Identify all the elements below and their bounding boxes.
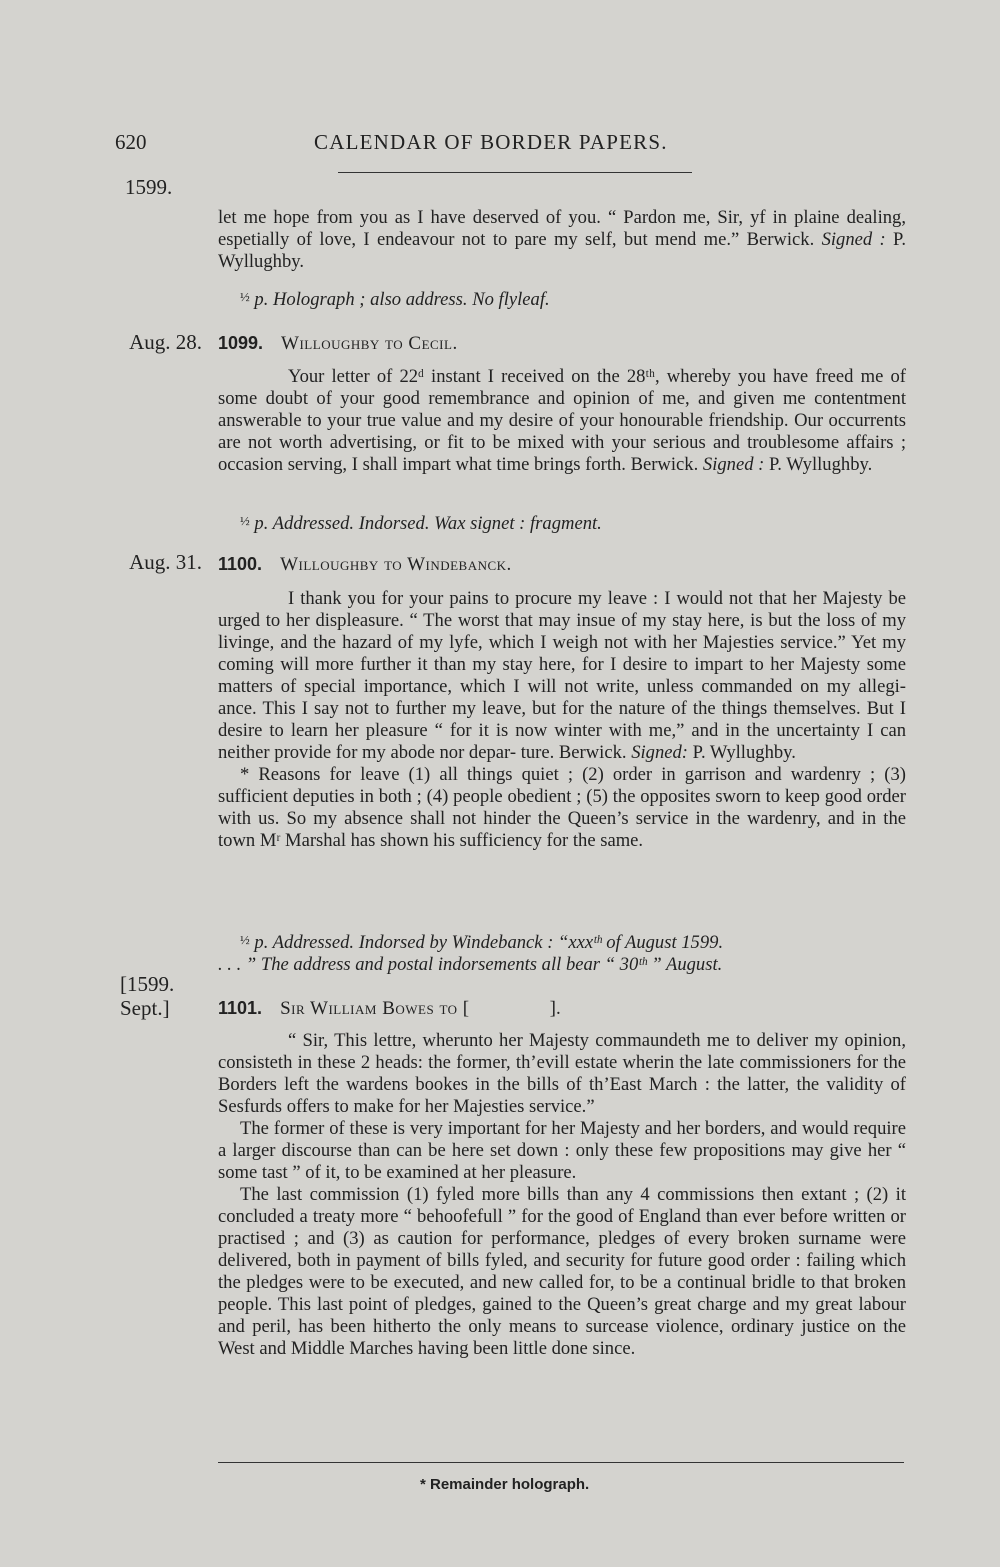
note-fraction: ½ — [240, 513, 250, 528]
entry-title-close: ]. — [549, 998, 561, 1019]
entry-paragraph: I thank you for your pains to procure my leave : I would not that her Majesty be urged to her displeasure. “ The worst that may insue of my stay here, is but the loss of my livinge, and the hazard of my lyfe, which I weigh not with her Majesties service.” Yet my coming will more further it than my stay here, for I desire to impart to her Majesty some matters of special importance, which I will not write, unless commanded on my allegi- ance. This I say not to further my leave, but for the nature of the things themselves. But I desire to learn her pleasure “ for it is now winter with me,” and in the uncertainty I can neither provide for my abode nor depar- ture. Berwick. — [218, 588, 906, 763]
entry-heading — [218, 332, 906, 355]
signed-name: P. Wyllughby. — [692, 742, 796, 763]
entry-date: [1599. — [120, 972, 175, 996]
entry-paragraph: “ Sir, This lettre, wherunto her Majesty commaundeth me to deliver my opinion, consisteth in these 2 heads: the former, th’evill estate wherin the late commissioners for the Borders left the wardens bookes in the bills of th’East March : the latter, the validity of Sesfurds offers to make for her Majesties service.” — [218, 1030, 906, 1117]
entry-paragraph: Your letter of 22ᵈ instant I received on the 28ᵗʰ, whereby you have freed me of some doubt of your good remembrance and opinion of me, and given me contentment answerable to your true value and my desire of your honourable friendship. Our occurrents are not worth advertising, or fit to be mixed with your serious and troublesome affairs ; occasion serving, I shall impart what time brings forth. Berwick. — [218, 366, 906, 475]
entry-note — [218, 510, 906, 535]
signed-label: Signed : — [821, 229, 886, 250]
header-rule — [338, 172, 692, 173]
note-text: p. Addressed. Indorsed. Wax signet : fragment. — [254, 513, 602, 534]
entry-heading — [218, 997, 906, 1020]
note-fraction: ½ — [240, 932, 250, 947]
signed-name: P. Wyllughby. — [769, 454, 873, 475]
intro-block — [218, 207, 906, 273]
signed-label: Signed : — [702, 454, 765, 475]
entry-number: 1101. — [218, 998, 263, 1018]
entry-paragraph: The last commission (1) fyled more bills than any 4 commissions then extant ; (2) it concluded a treaty more “ behoofefull ” for the good of England than ever before written or practised ; and (3) as caution for performance, pledges of every broken surname were delivered, both in payment of bills fyled, and security for future good order : failing which the pledges were to be executed, and new called for, to be a continual bridle to that broken people. This last point of pledges, gained to the Queen’s great charge and my great labour and peril, has been hitherto the only means to surcease violence, ordinary justice on the West and Middle Marches having been little done since. — [218, 1184, 906, 1359]
signed-name: P. Wyllughby. — [218, 229, 906, 272]
note-fraction: ½ — [240, 289, 250, 304]
entry-paragraph: * Reasons for leave (1) all things quiet ; (2) order in garrison and wardenry ; (3) sufficient deputies in both ; (4) people obedient ; (5) the opposites sworn to keep good order with us. So my absence shall not hinder the Queen’s service in the wardenry, and in the town Mʳ Marshal has shown his sufficiency for the same. — [218, 764, 906, 851]
note-text: p. Addressed. Indorsed by Windebanck : “xxxᵗʰ of August 1599. — [254, 932, 724, 953]
entry-title: Willoughby to Windebanck. — [280, 554, 512, 575]
entry-paragraph: The former of these is very important for her Majesty and her borders, and would require a larger discourse than can be here set down : only these few propositions may give her “ some tast ” of it, to be examined at her pleasure. — [218, 1118, 906, 1183]
footnote: * Remainder holograph. — [420, 1476, 590, 1493]
intro-paragraph — [218, 207, 906, 273]
note-text: p. Holograph ; also address. No flyleaf. — [254, 289, 550, 310]
running-title: CALENDAR OF BORDER PAPERS. — [314, 130, 668, 154]
entry-number: 1099. — [218, 333, 264, 353]
entry-title: Sir William Bowes to [ — [280, 998, 470, 1019]
signed-label: Signed: — [631, 742, 689, 763]
entry-date: Sept.] — [120, 996, 170, 1020]
page-number: 620 — [115, 130, 147, 154]
entry-note — [218, 929, 906, 976]
margin-year: 1599. — [125, 175, 173, 199]
note-text: . . . ” The address and postal indorsements all bear “ 30ᵗʰ ” August. — [218, 954, 723, 975]
entry-date: Aug. 28. — [129, 330, 202, 354]
entry-heading — [218, 553, 906, 576]
entry-body — [218, 366, 906, 476]
footnote-rule — [218, 1462, 904, 1463]
entry-title: Willoughby to Cecil. — [281, 333, 458, 354]
entry-date: Aug. 31. — [129, 550, 202, 574]
intro-note — [218, 286, 906, 311]
entry-body — [218, 588, 906, 852]
intro-text: let me hope from you as I have deserved of you. “ Pardon me, Sir, yf in plaine dealing, espetially of love, I endeavour not to pare my self, but mend me.” Berwick. — [218, 207, 906, 250]
entry-number: 1100. — [218, 554, 263, 574]
entry-body — [218, 1030, 906, 1360]
